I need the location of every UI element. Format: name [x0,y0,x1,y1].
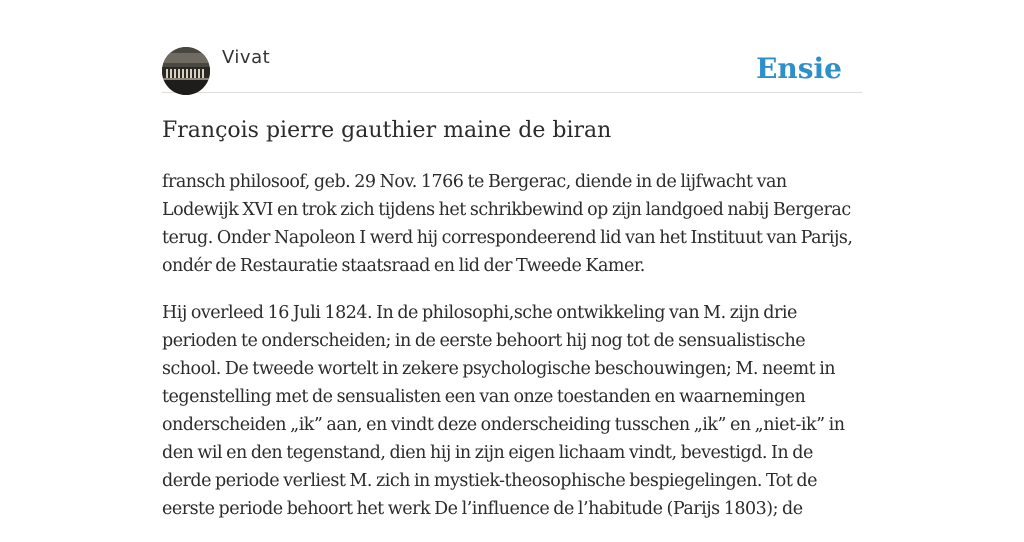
bookshelf-icon [162,47,210,95]
article-paragraph: fransch philosoof, geb. 29 Nov. 1766 te Bergerac, diende in de lijfwacht van Lodewijk XVI en trok zich tijdens het schrikbewind op zijn landgoed nabij Bergerac terug. Onder Napoleon I werd hij correspondeerend lid van het Instituut van Parijs, ondér de Restauratie staatsraad en lid der Tweede Kamer. [162,172,853,276]
article-body [162,168,862,542]
site-logo[interactable]: Ensie [756,52,842,85]
article-header [162,46,862,93]
article-paragraph: Hij overleed 16 Juli 1824. In de philosophi,sche ontwikkeling van M. zijn drie perioden te onderscheiden; in de eerste behoort hij nog tot de sensualistische school. De tweede wortelt in zekere psychologische beschouwingen; M. neemt in tegenstelling met de sensualisten een van onze toestanden en waarnemingen onderscheiden „ik” aan, en vindt deze onderscheiding tusschen „ik” en „niet-ik” in den wil en den tegenstand, dien hij in zijn eigen lichaam vindt, bevestigd. In de derde periode verliest M. zich in mystiek-theosophische bespiegelingen. Tot de eerste periode behoort het werk De l’influence de l’habitude (Parijs 1803); de [162,303,845,519]
article-page [162,0,862,519]
author-name[interactable]: Vivat [222,47,271,68]
author-avatar[interactable] [162,47,210,95]
article-title: François pierre gauthier maine de biran [162,118,612,143]
